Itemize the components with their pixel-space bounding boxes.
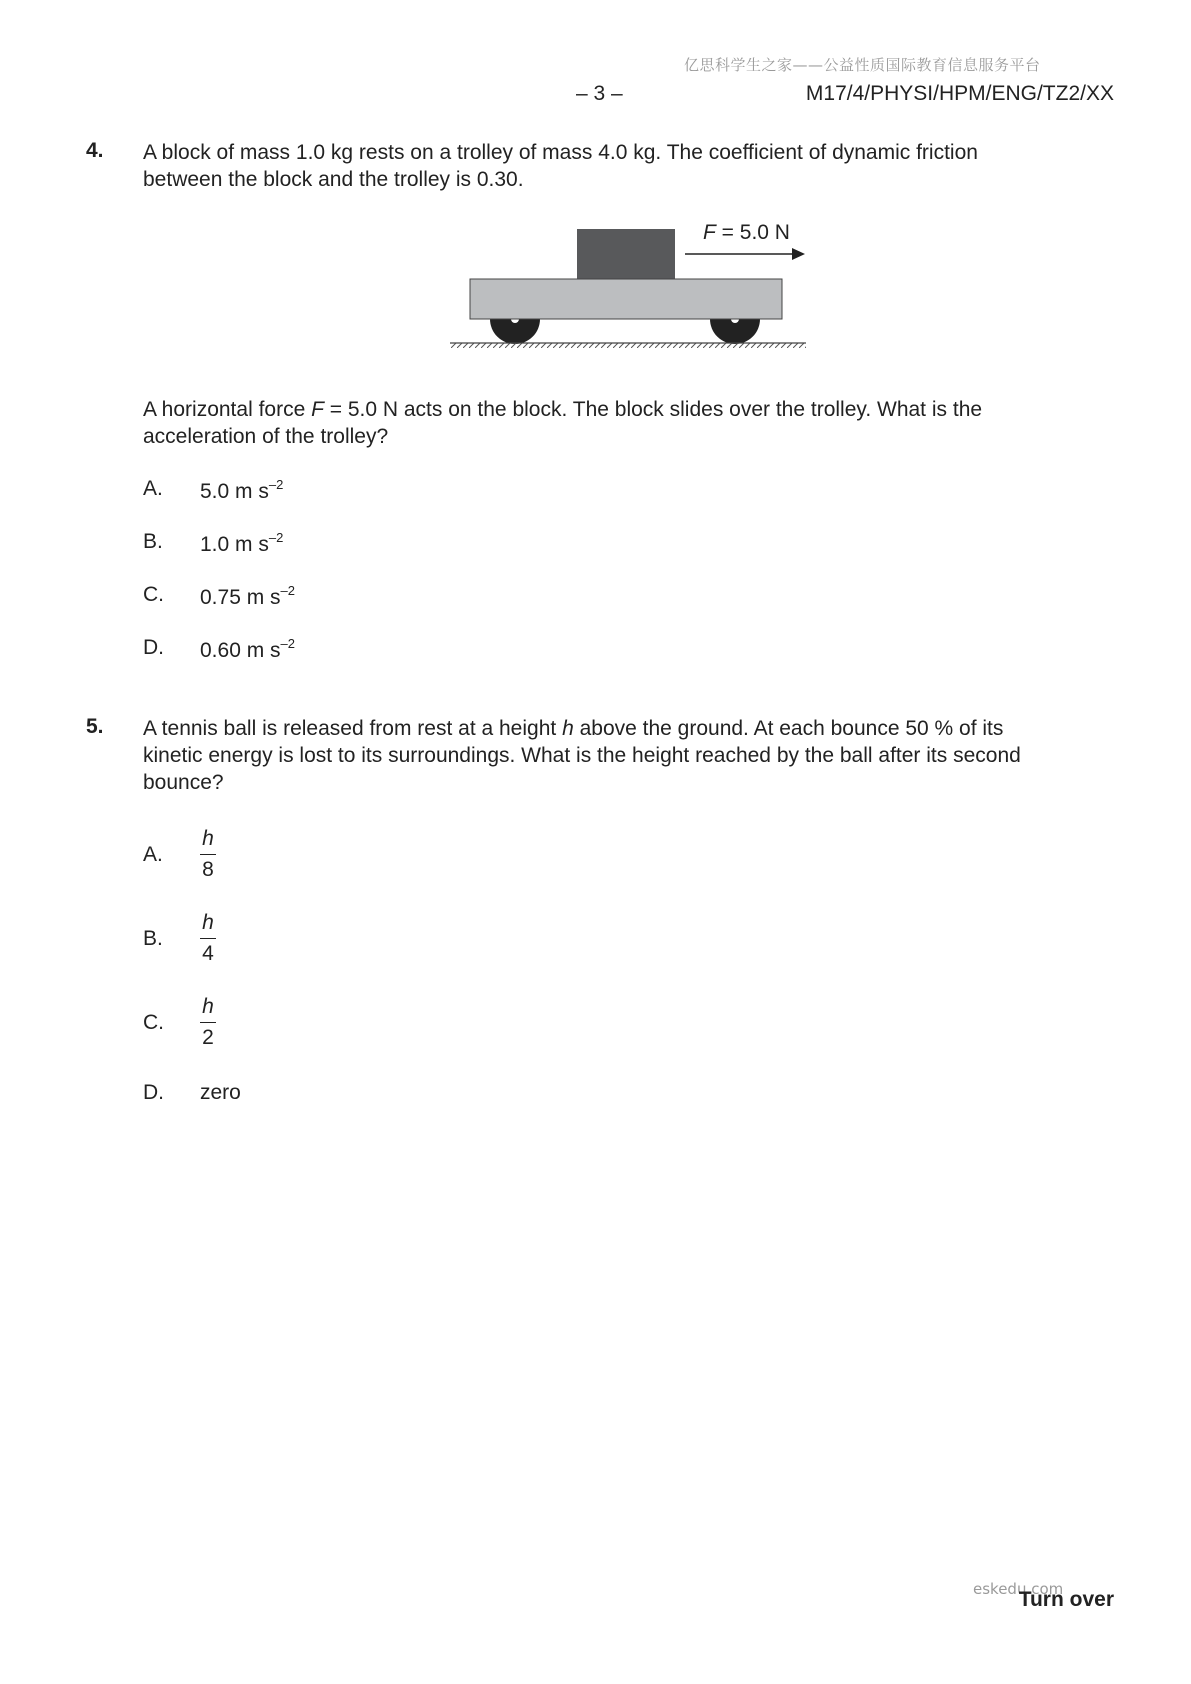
paper-code: M17/4/PHYSI/HPM/ENG/TZ2/XX [805, 82, 1114, 105]
turn-over: Turn over [1018, 1588, 1114, 1611]
question-5-option-b-fraction: $\frac{h}{4}$ [200, 911, 216, 966]
ground-hatching [450, 343, 806, 348]
question-5-number: 5. [86, 715, 104, 738]
trolley-body [470, 279, 782, 319]
force-arrow-head [792, 248, 805, 260]
page-number: – 3 – [576, 82, 623, 105]
question-4-prompt: A horizontal force F = 5.0 N acts on the block. The block slides over the trolley. What is the acceleration of the trolley? [143, 398, 983, 448]
question-5-text: A tennis ball is released from rest at a height h above the ground. At each bounce 50 % of its kinetic energy is lost to its surroundings. What is the height reached by the ball after its second bounce? [143, 717, 1021, 794]
question-4-text: A block of mass 1.0 kg rests on a trolley of mass 4.0 kg. The coefficient of dynamic friction between the block and the trolley is 0.30. [143, 141, 978, 191]
question-5-option-c-fraction: $\frac{h}{2}$ [200, 995, 216, 1050]
block [577, 229, 675, 279]
header-watermark: 亿思科学生之家——公益性质国际教育信息服务平台 [684, 56, 1041, 74]
question-4-number: 4. [86, 139, 104, 162]
force-label: F = 5.0 N [703, 221, 790, 244]
footer-watermark: eskedu.com [973, 1580, 1064, 1598]
question-5-option-a-fraction: $\frac{h}{8}$ [200, 827, 216, 882]
